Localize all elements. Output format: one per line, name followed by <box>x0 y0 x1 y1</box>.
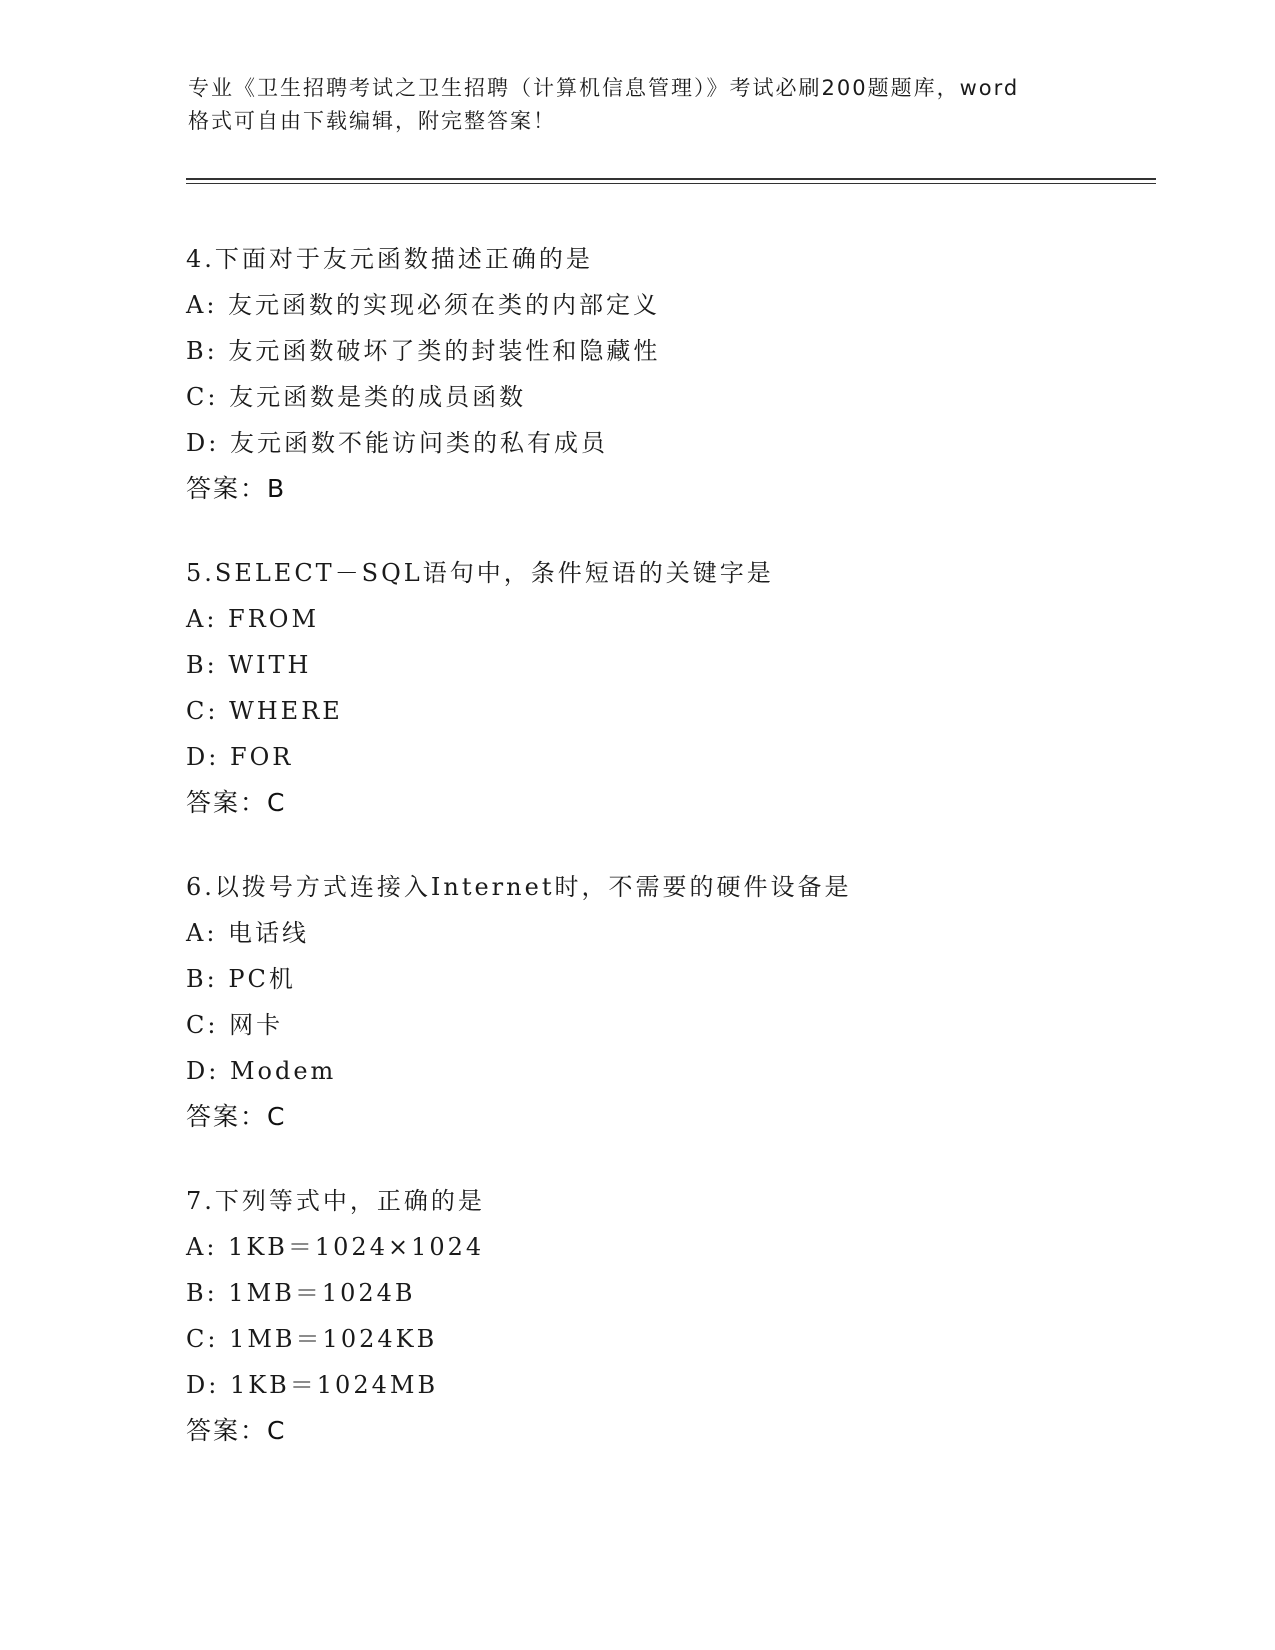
document-header <box>188 72 1108 138</box>
header-divider-thin <box>186 183 1156 184</box>
option-c: C: WHERE <box>186 697 343 725</box>
answer: 答案：B <box>186 474 287 503</box>
question-5 <box>186 550 1186 826</box>
question-stem: 4.下面对于友元函数描述正确的是 <box>186 245 593 273</box>
header-line-1: 专业《卫生招聘考试之卫生招聘（计算机信息管理）》考试必刷200题题库，word <box>188 76 1020 100</box>
question-stem: 6.以拨号方式连接入Internet时，不需要的硬件设备是 <box>186 873 852 901</box>
option-c: C: 1MB＝1024KB <box>186 1325 438 1353</box>
option-b: B: 1MB＝1024B <box>186 1279 416 1307</box>
answer: 答案：C <box>186 1102 287 1131</box>
option-a: A: 1KB＝1024×1024 <box>186 1233 485 1261</box>
option-a: A: 电话线 <box>186 919 310 947</box>
option-d: D: 友元函数不能访问类的私有成员 <box>186 429 608 457</box>
answer: 答案：C <box>186 1416 287 1445</box>
question-6 <box>186 864 1186 1140</box>
answer: 答案：C <box>186 788 287 817</box>
header-line-2: 格式可自由下载编辑，附完整答案！ <box>188 109 556 133</box>
option-a: A: 友元函数的实现必须在类的内部定义 <box>186 291 661 319</box>
option-c: C: 网卡 <box>186 1011 284 1039</box>
option-d: D: FOR <box>186 743 294 771</box>
option-b: B: WITH <box>186 651 312 679</box>
question-stem: 5.SELECT－SQL语句中，条件短语的关键字是 <box>186 559 774 587</box>
header-divider-thick <box>186 178 1156 180</box>
option-d: D: Modem <box>186 1057 337 1085</box>
question-7 <box>186 1178 1186 1454</box>
option-a: A: FROM <box>186 605 320 633</box>
option-c: C: 友元函数是类的成员函数 <box>186 383 527 411</box>
question-list <box>186 236 1186 1492</box>
option-b: B: 友元函数破坏了类的封装性和隐藏性 <box>186 337 661 365</box>
question-stem: 7.下列等式中，正确的是 <box>186 1187 485 1215</box>
option-b: B: PC机 <box>186 965 296 993</box>
question-4 <box>186 236 1186 512</box>
option-d: D: 1KB＝1024MB <box>186 1371 439 1399</box>
